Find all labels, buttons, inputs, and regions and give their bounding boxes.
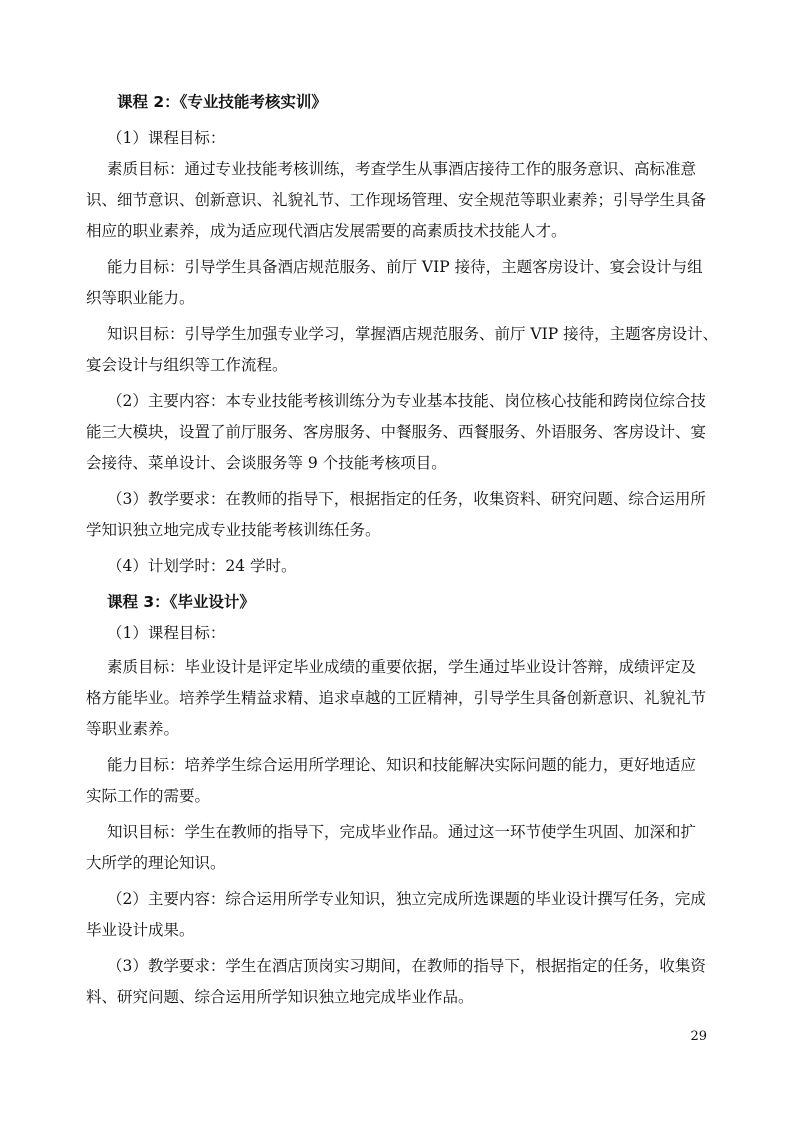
course3-quality-goal-line: 等职业素养。 [86,720,180,738]
course3-quality-goal-line: 格方能毕业。培养学生精益求精、追求卓越的工匠精神，引导学生具备创新意识、礼貌礼节 [86,689,707,707]
page-number: 29 [690,1029,707,1044]
course2-quality-goal-line: 相应的职业素养，成为适应现代酒店发展需要的高素质技术技能人才。 [86,222,567,240]
course3-main-content-line: （2）主要内容：综合运用所学专业知识，独立完成所选课题的毕业设计撰写任务，完成 [107,890,706,908]
course3-knowledge-goal-line: 大所学的理论知识。 [86,854,226,872]
course2-knowledge-goal-line: 知识目标：引导学生加强专业学习，掌握酒店规范服务、前厅 VIP 接待，主题客房设计、 [107,325,719,343]
course2-main-content-line: 会接待、菜单设计、会谈服务等 9 个技能考核项目。 [86,454,447,472]
course3-main-content-line: 毕业设计成果。 [86,921,195,939]
course3-objectives-label: （1）课程目标： [107,624,226,642]
course2-ability-goal-line: 织等职业能力。 [86,289,195,307]
course3-quality-goal-line: 素质目标：毕业设计是评定毕业成绩的重要依据，学生通过毕业设计答辩，成绩评定及 [107,658,697,676]
course3-teaching-req-line: 料、研究问题、综合运用所学知识独立地完成毕业作品。 [86,988,474,1006]
course2-knowledge-goal-line: 宴会设计与组织等工作流程。 [86,356,288,374]
course2-teaching-req-line: （3）教学要求：在教师的指导下，根据指定的任务，收集资料、研究问题、综合运用所 [107,490,706,508]
course2-ability-goal-line: 能力目标：引导学生具备酒店规范服务、前厅 VIP 接待，主题客房设计、宴会设计与组 [107,258,703,276]
course2-teaching-req-line: 学知识独立地完成专业技能考核训练任务。 [86,521,381,539]
course2-main-content-line: 能三大模块，设置了前厅服务、客房服务、中餐服务、西餐服务、外语服务、客房设计、宴 [86,423,707,441]
course2-main-content-line: （2）主要内容：本专业技能考核训练分为专业基本技能、岗位核心技能和跨岗位综合技 [107,392,706,410]
course2-heading: 课程 2：《专业技能考核实训》 [117,93,327,111]
course3-knowledge-goal-line: 知识目标：学生在教师的指导下，完成毕业作品。通过这一环节使学生巩固、加深和扩 [107,823,697,841]
course2-quality-goal-line: 素质目标：通过专业技能考核训练，考查学生从事酒店接待工作的服务意识、高标准意 [107,160,697,178]
course3-ability-goal-line: 实际工作的需要。 [86,787,211,805]
course3-teaching-req-line: （3）教学要求：学生在酒店顶岗实习期间，在教师的指导下，根据指定的任务，收集资 [107,957,706,975]
course2-hours: （4）计划学时：24 学时。 [107,557,297,575]
course2-quality-goal-line: 识、细节意识、创新意识、礼貌礼节、工作现场管理、安全规范等职业素养；引导学生具备 [86,191,707,209]
course3-heading: 课程 3：《毕业设计》 [107,593,255,611]
course2-objectives-label: （1）课程目标： [107,129,226,147]
course3-ability-goal-line: 能力目标：培养学生综合运用所学理论、知识和技能解决实际问题的能力，更好地适应 [107,756,697,774]
